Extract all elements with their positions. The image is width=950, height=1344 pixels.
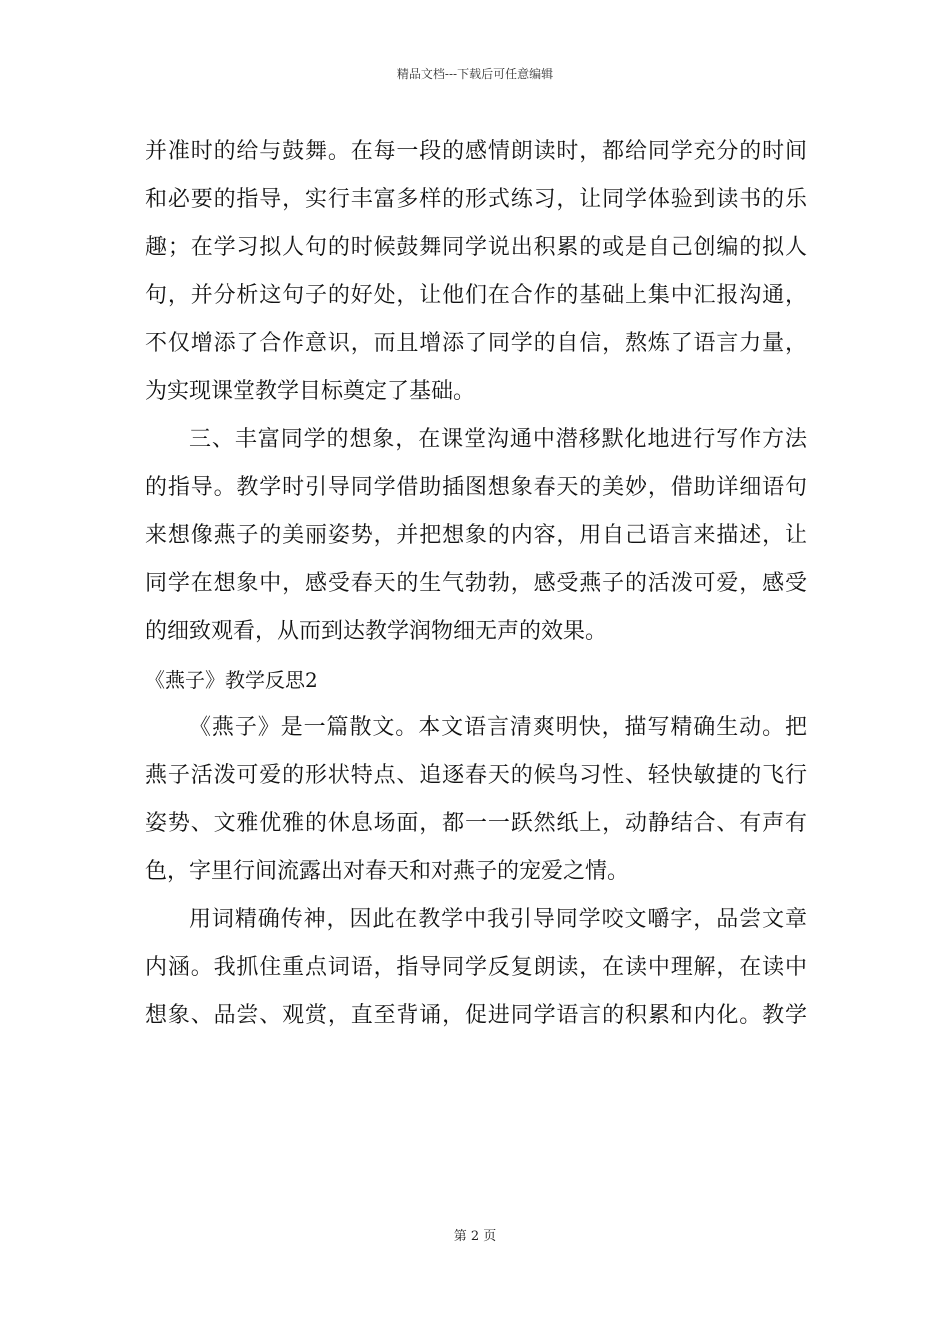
text-line: 同学在想象中，感受春天的生气勃勃，感受燕子的活泼可爱，感受 [145, 571, 807, 596]
text-line: 用词精确传神，因此在教学中我引导同学咬文嚼字，品尝文章 [189, 907, 807, 932]
text-line: 来想像燕子的美丽姿势，并把想象的内容，用自己语言来描述，让 [145, 523, 807, 548]
text-line: 趣；在学习拟人句的时候鼓舞同学说出积累的或是自己创编的拟人 [145, 235, 807, 260]
text-line: 姿势、文雅优雅的休息场面，都一一跃然纸上，动静结合、有声有 [145, 811, 807, 836]
text-line: 的指导。教学时引导同学借助插图想象春天的美妙，借助详细语句 [145, 475, 807, 500]
page-header: 精品文档---下载后可任意编辑 [396, 67, 554, 81]
text-line: 并准时的给与鼓舞。在每一段的感情朗读时，都给同学充分的时间 [145, 139, 807, 164]
text-line: 燕子活泼可爱的形状特点、追逐春天的候鸟习性、轻快敏捷的飞行 [145, 763, 807, 788]
text-line: 为实现课堂教学目标奠定了基础。 [145, 379, 476, 404]
section-heading: 《燕子》教学反思2 [145, 668, 318, 692]
page-number: 第 2 页 [453, 1229, 497, 1244]
text-line: 的细致观看，从而到达教学润物细无声的效果。 [145, 619, 608, 644]
document-body [145, 128, 807, 1040]
text-line: 句，并分析这句子的好处，让他们在合作的基础上集中汇报沟通， [145, 283, 807, 308]
text-line: 《燕子》是一篇散文。本文语言清爽明快，描写精确生动。把 [189, 715, 807, 740]
text-line: 三、丰富同学的想象，在课堂沟通中潜移默化地进行写作方法 [189, 427, 807, 452]
text-line: 色，字里行间流露出对春天和对燕子的宠爱之情。 [145, 859, 630, 884]
text-line: 内涵。我抓住重点词语，指导同学反复朗读，在读中理解，在读中 [145, 955, 807, 980]
text-line: 和必要的指导，实行丰富多样的形式练习，让同学体验到读书的乐 [145, 187, 807, 212]
text-line: 想象、品尝、观赏，直至背诵，促进同学语言的积累和内化。教学 [145, 1003, 807, 1028]
text-line: 不仅增添了合作意识，而且增添了同学的自信，熬炼了语言力量， [145, 331, 807, 356]
